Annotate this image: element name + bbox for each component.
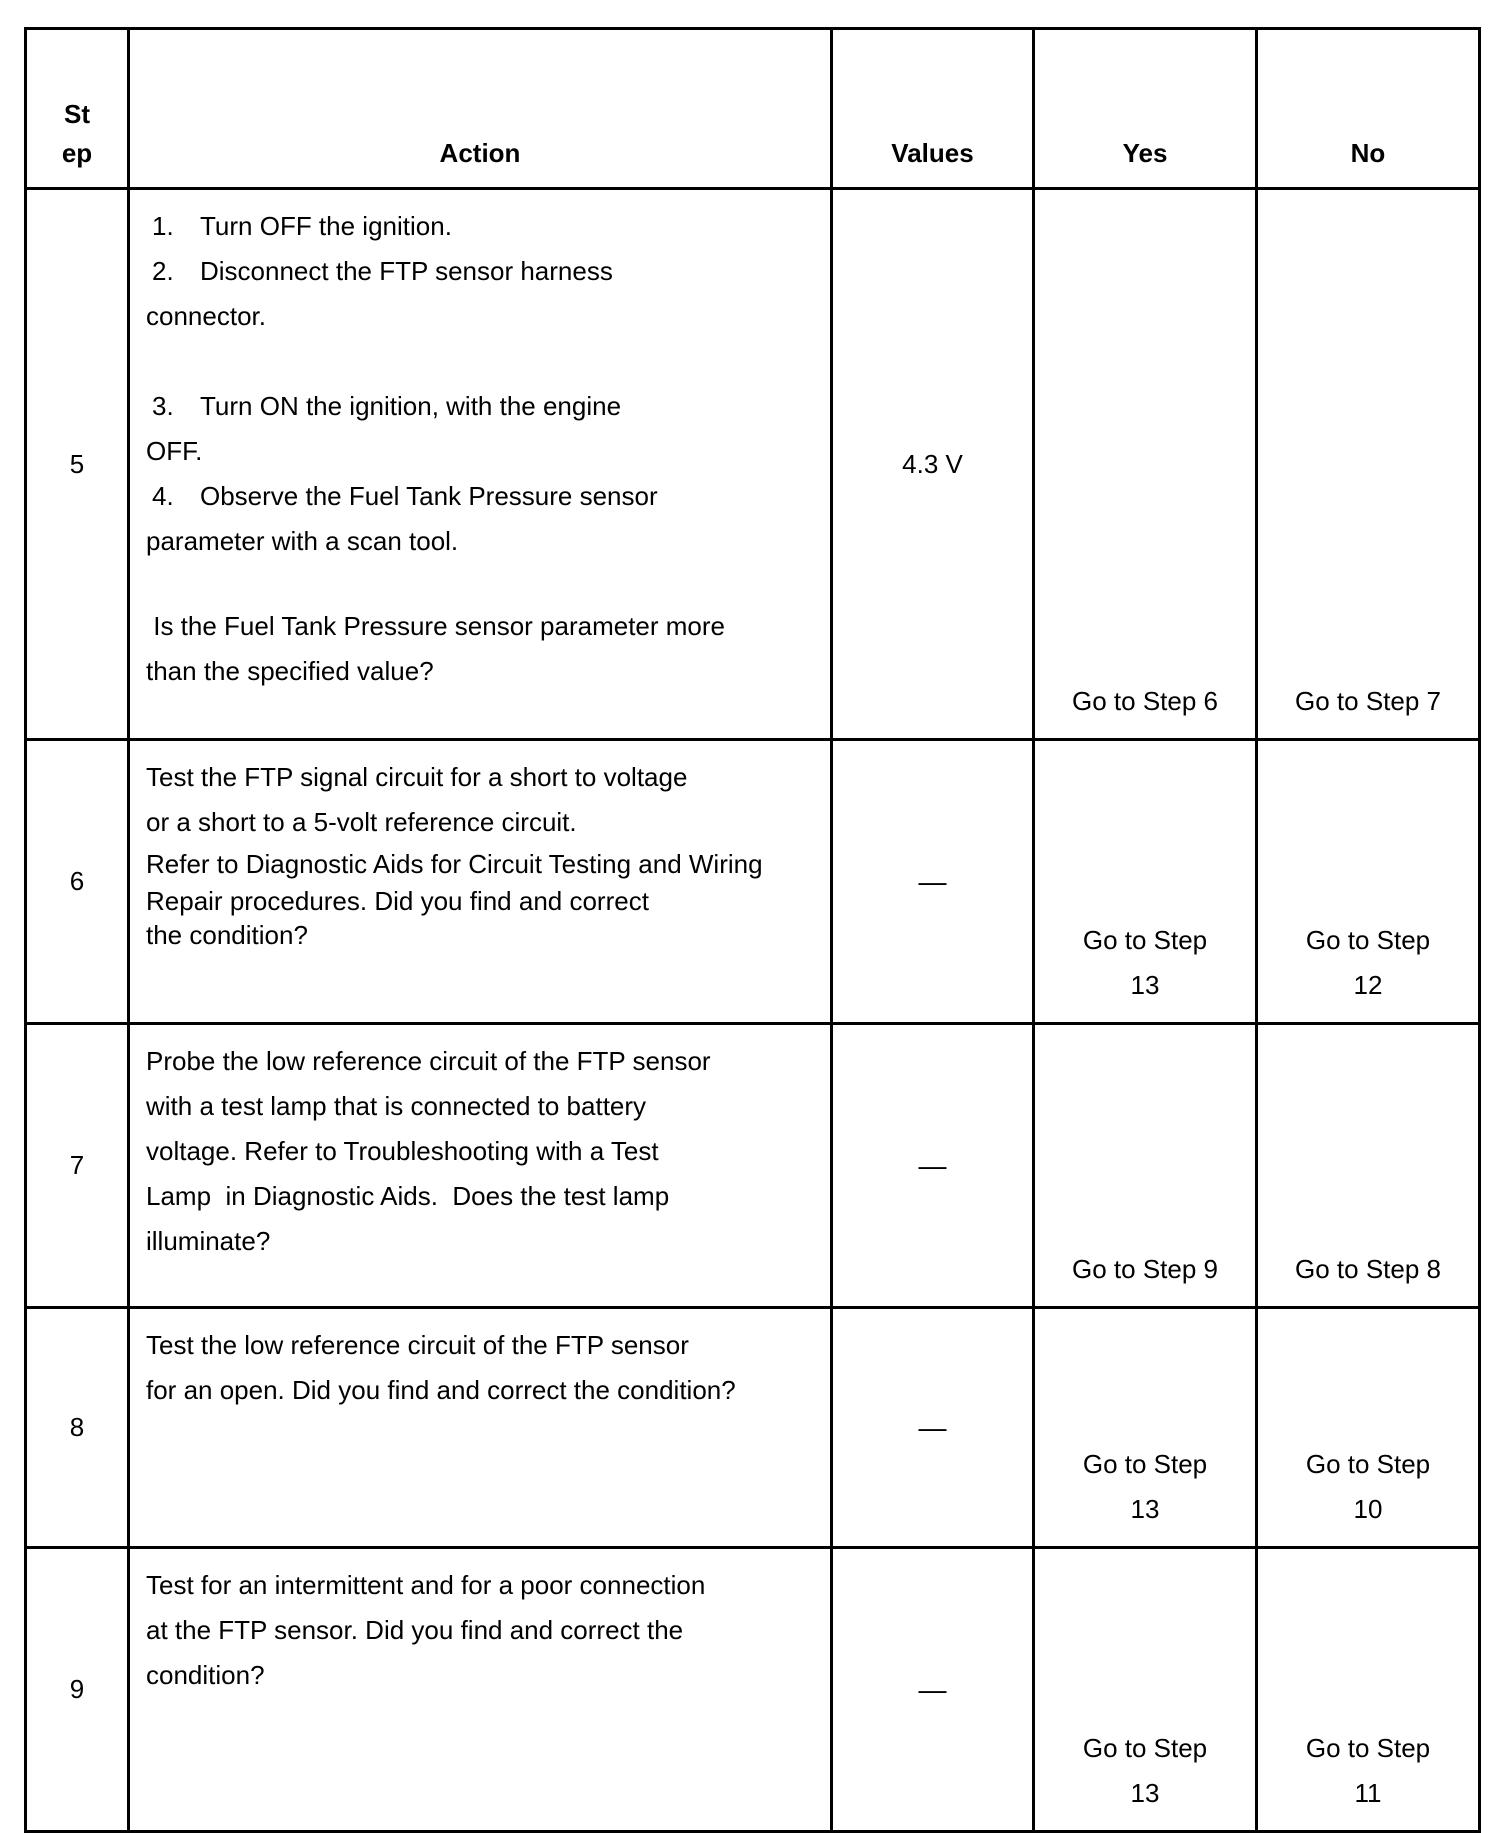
table-row xyxy=(26,1024,1480,1308)
action-item: 1. Turn OFF the ignition. xyxy=(152,211,452,241)
action-line: Lamp in Diagnostic Aids. Does the test lamp xyxy=(146,1181,670,1211)
action-column-header: Action xyxy=(129,29,832,189)
no-column-header: No xyxy=(1257,29,1480,189)
action-cell xyxy=(129,1548,832,1832)
action-line: Test the FTP signal circuit for a short to voltage xyxy=(146,762,688,792)
step-number: 6 xyxy=(26,740,129,1024)
value-cell: — xyxy=(832,1548,1034,1832)
yes-cell: Go to Step 9 xyxy=(1034,1024,1257,1308)
action-line: Test the low reference circuit of the FTP sensor xyxy=(146,1330,689,1360)
action-line: or a short to a 5-volt reference circuit. xyxy=(146,807,577,837)
values-column-header: Values xyxy=(832,29,1034,189)
table-row xyxy=(26,740,1480,1024)
action-line: voltage. Refer to Troubleshooting with a Test xyxy=(146,1136,659,1166)
value-cell: — xyxy=(832,1024,1034,1308)
action-cell xyxy=(129,189,832,740)
action-item: 4. Observe the Fuel Tank Pressure sensor xyxy=(152,481,658,511)
yes-cell: Go to Step 6 xyxy=(1034,189,1257,740)
action-cell xyxy=(129,740,832,1024)
yes-cell: Go to Step 13 xyxy=(1034,740,1257,1024)
table-row xyxy=(26,1548,1480,1832)
no-cell: Go to Step 12 xyxy=(1257,740,1480,1024)
no-cell: Go to Step 8 xyxy=(1257,1024,1480,1308)
table-row xyxy=(26,189,1480,740)
action-item-continuation: OFF. xyxy=(146,436,203,466)
action-item: 2. Disconnect the FTP sensor harness xyxy=(152,256,613,286)
action-question: Is the Fuel Tank Pressure sensor parameter more xyxy=(146,611,725,641)
no-cell: Go to Step 10 xyxy=(1257,1308,1480,1548)
action-line: illuminate? xyxy=(146,1226,271,1256)
action-line: condition? xyxy=(146,1660,265,1690)
step-number: 9 xyxy=(26,1548,129,1832)
step-number: 8 xyxy=(26,1308,129,1548)
diagnostic-table xyxy=(24,27,1481,1833)
value-cell: — xyxy=(832,740,1034,1024)
action-line: Test for an intermittent and for a poor connection xyxy=(146,1570,706,1600)
action-line: with a test lamp that is connected to battery xyxy=(146,1091,647,1121)
action-cell xyxy=(129,1308,832,1548)
step-number: 7 xyxy=(26,1024,129,1308)
action-line: the condition? xyxy=(146,920,308,950)
action-line: Refer to Diagnostic Aids for Circuit Testing and Wiring xyxy=(146,849,763,879)
action-line: Repair procedures. Did you find and correct xyxy=(146,886,649,916)
action-line: Probe the low reference circuit of the FTP sensor xyxy=(146,1046,711,1076)
no-cell: Go to Step 11 xyxy=(1257,1548,1480,1832)
yes-cell: Go to Step 13 xyxy=(1034,1548,1257,1832)
step-number: 5 xyxy=(26,189,129,740)
action-cell xyxy=(129,1024,832,1308)
yes-column-header: Yes xyxy=(1034,29,1257,189)
action-question: than the specified value? xyxy=(146,656,434,686)
value-cell: — xyxy=(832,1308,1034,1548)
action-item: 3. Turn ON the ignition, with the engine xyxy=(152,391,622,421)
no-cell: Go to Step 7 xyxy=(1257,189,1480,740)
action-item-continuation: connector. xyxy=(146,301,266,331)
step-column-header: St ep xyxy=(26,29,129,189)
action-line: at the FTP sensor. Did you find and correct the xyxy=(146,1615,684,1645)
header-row xyxy=(26,29,1480,189)
value-cell: 4.3 V xyxy=(832,189,1034,740)
action-item-continuation: parameter with a scan tool. xyxy=(146,526,459,556)
action-line: for an open. Did you find and correct the condition? xyxy=(146,1375,736,1405)
yes-cell: Go to Step 13 xyxy=(1034,1308,1257,1548)
table-row xyxy=(26,1308,1480,1548)
